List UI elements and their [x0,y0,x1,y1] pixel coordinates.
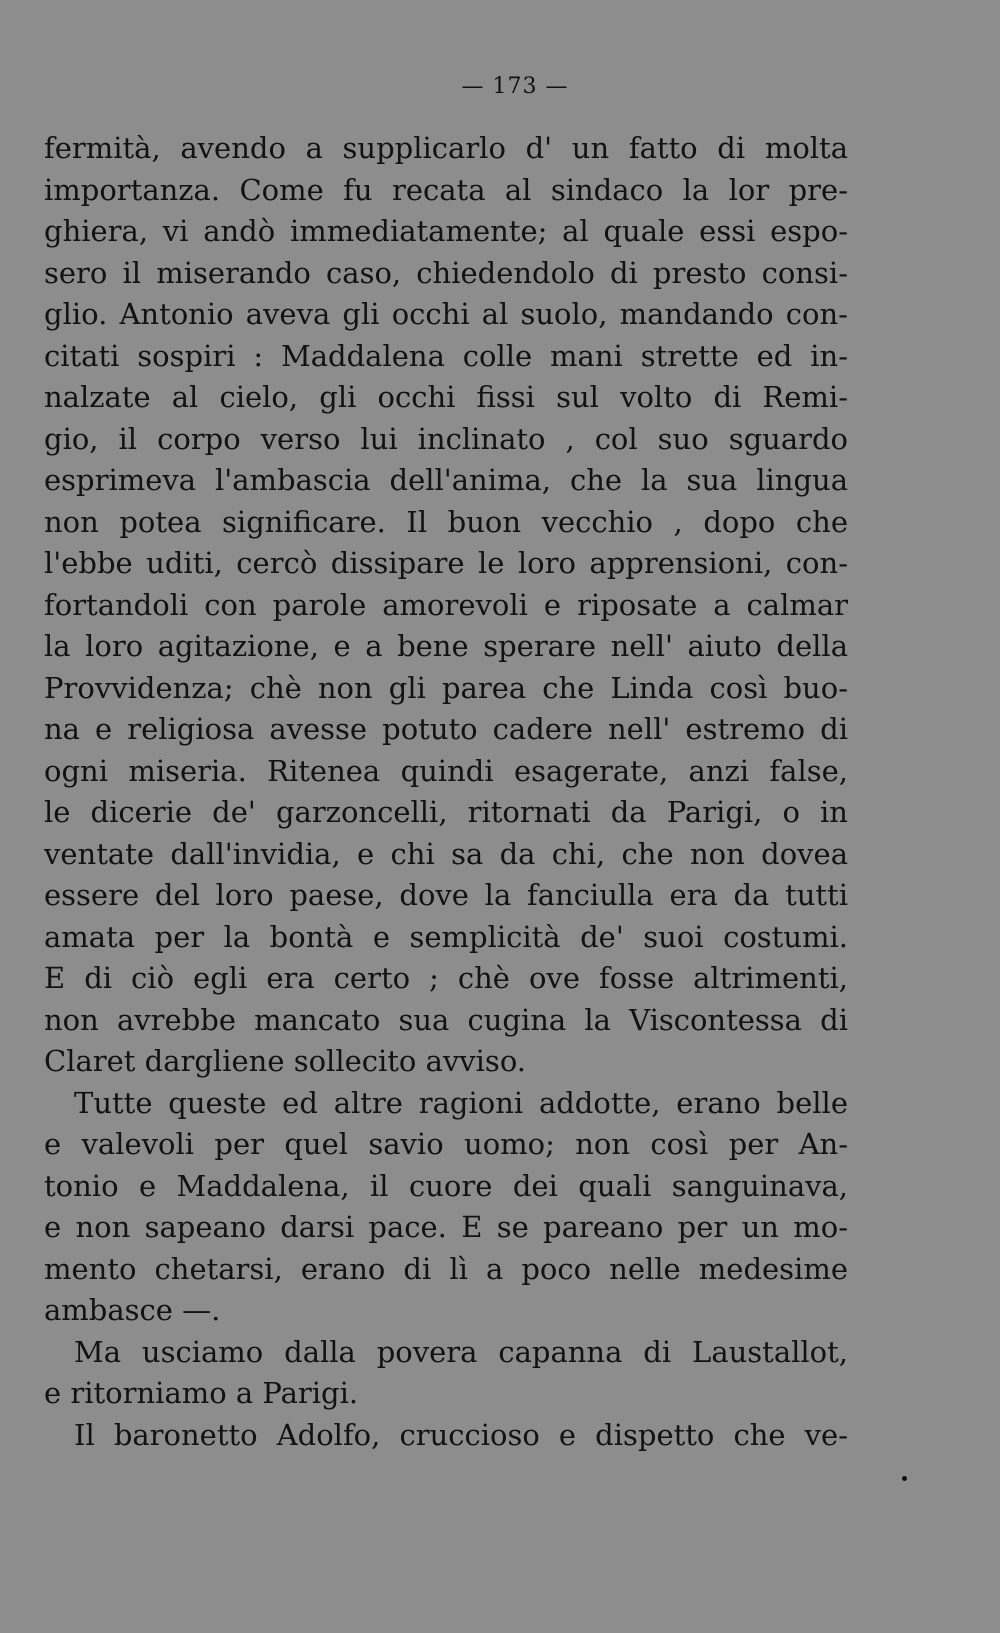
body-text [44,128,848,1456]
text-line: e valevoli per quel savio uomo; non così per An- [44,1127,848,1161]
ink-speck [902,1476,907,1481]
text-line: glio. Antonio aveva gli occhi al suolo, mandando con- [44,297,848,331]
text-line: E di ciò egli era certo ; chè ove fosse altrimenti, [44,961,848,995]
text-line: non potea significare. Il buon vecchio , dopo che [44,504,848,539]
text-line: importanza. Come fu recata al sindaco la lor pre- [44,172,848,207]
text-line: ambasce —. [44,1293,221,1327]
paragraph-start-line: Tutte queste ed altre ragioni addotte, erano belle [74,1085,848,1120]
text-line: Provvidenza; chè non gli parea che Linda così buo- [44,670,848,705]
text-line: ventate dall'invidia, e chi sa da chi, che non dovea [44,836,848,871]
text-line: l'ebbe uditi, cercò dissipare le loro apprensioni, con- [44,546,848,580]
text-line: amata per la bontà e semplicità de' suoi costumi. [44,919,848,954]
text-line: sero il miserando caso, chiedendolo di presto consi- [44,255,848,290]
paragraph-start-line: Ma usciamo dalla povera capanna di Laustallot, [74,1334,848,1369]
paragraph-start-line: Il baronetto Adolfo, cruccioso e dispetto che ve- [74,1417,848,1452]
text-line: gio, il corpo verso lui inclinato , col suo sguardo [44,421,848,456]
text-line: fermità, avendo a supplicarlo d' un fatto di molta [44,131,848,165]
text-line: la loro agitazione, e a bene sperare nell' aiuto della [44,629,848,663]
text-line: mento chetarsi, erano di lì a poco nelle medesime [44,1251,848,1286]
text-line: esprimeva l'ambascia dell'anima, che la sua lingua [44,463,848,497]
text-line: Claret dargliene sollecito avviso. [44,1044,526,1078]
text-line: ogni miseria. Ritenea quindi esagerate, anzi false, [44,753,848,788]
text-line: essere del loro paese, dove la fanciulla era da tutti [44,878,848,912]
text-line: fortandoli con parole amorevoli e riposate a calmar [44,587,848,622]
text-line: tonio e Maddalena, il cuore dei quali sanguinava, [44,1168,848,1203]
text-line: e non sapeano darsi pace. E se pareano per un mo- [44,1210,848,1244]
page-number: — 173 — [461,74,569,99]
text-line: na e religiosa avesse potuto cadere nell' estremo di [44,712,848,746]
text-line: citati sospiri : Maddalena colle mani strette ed in- [44,338,848,373]
text-line: e ritorniamo a Parigi. [44,1376,359,1410]
text-line: ghiera, vi andò immediatamente; al quale essi espo- [44,214,848,248]
text-line: nalzate al cielo, gli occhi fissi sul volto di Remi- [44,380,848,414]
text-line: le dicerie de' garzoncelli, ritornati da Parigi, o in [44,795,848,829]
text-line: non avrebbe mancato sua cugina la Viscontessa di [44,1002,848,1037]
